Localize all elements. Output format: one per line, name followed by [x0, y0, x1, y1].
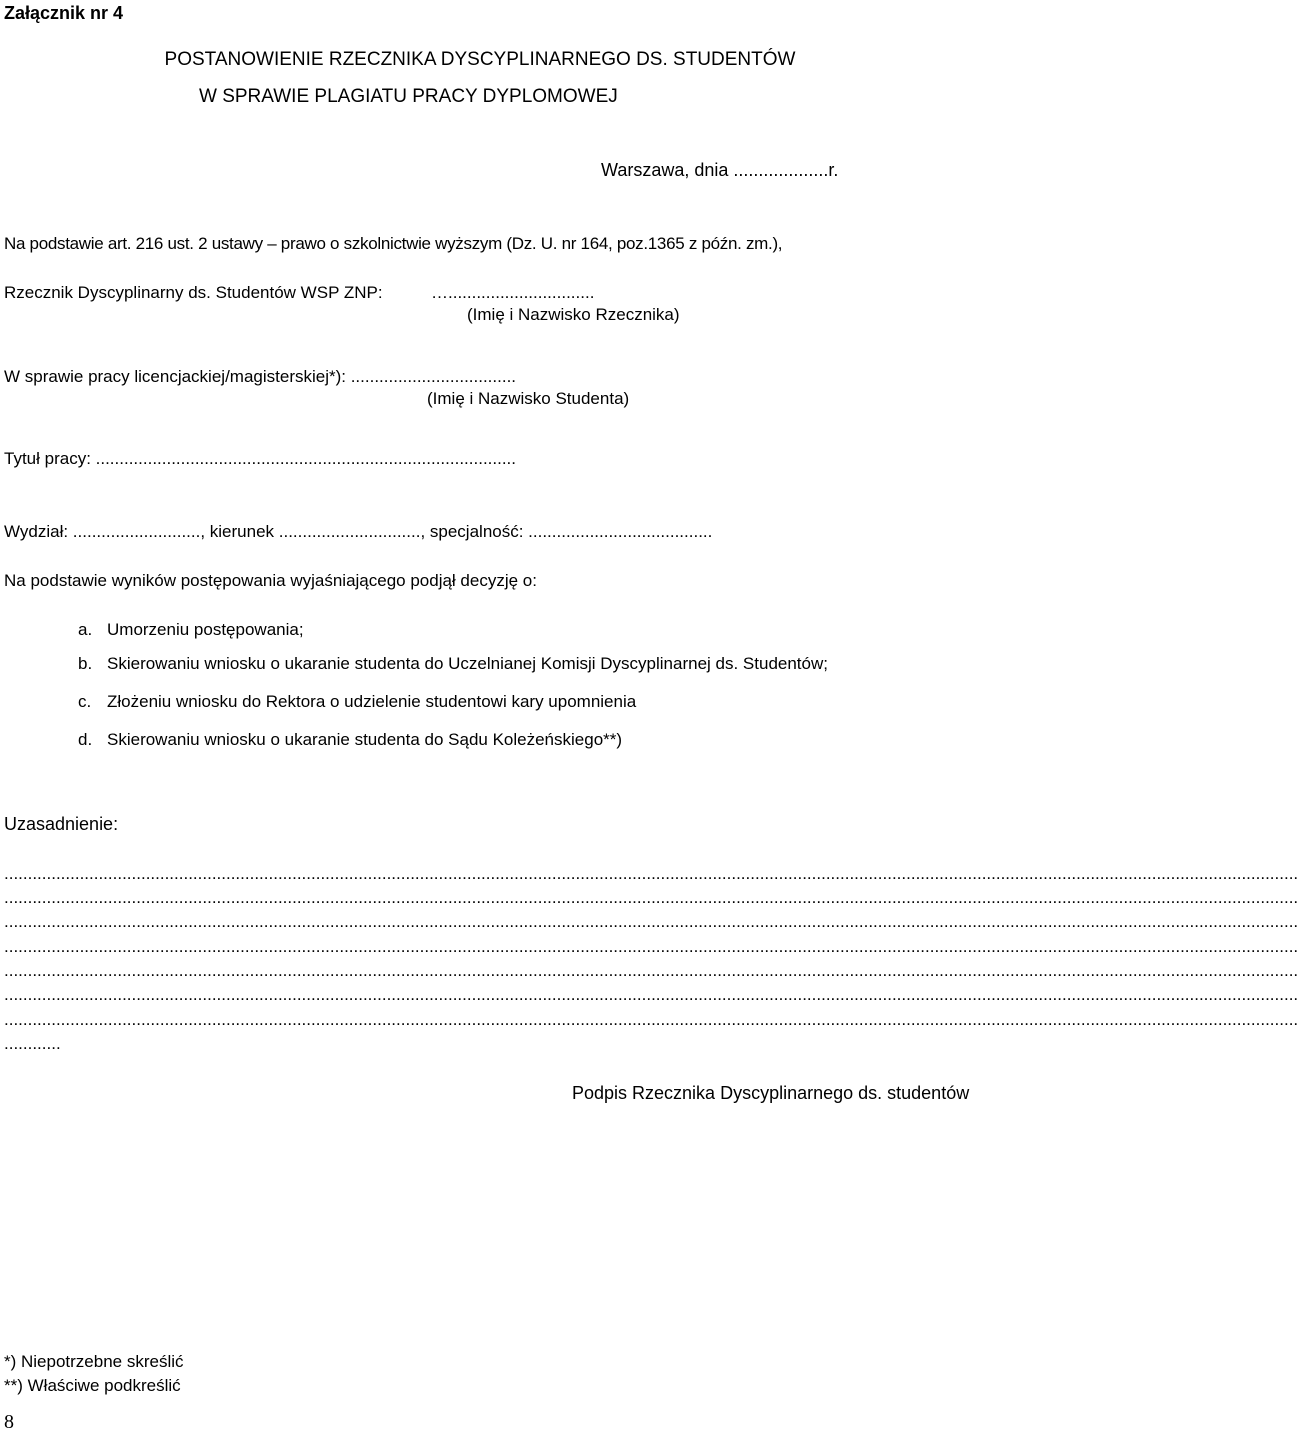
- annex-label: Załącznik nr 4: [4, 3, 124, 23]
- footnote-1: *) Niepotrzebne skreślić: [4, 1352, 184, 1371]
- justification-label: Uzasadnienie:: [4, 814, 119, 834]
- thesis-label: W sprawie pracy licencjackiej/magisterskiej*): ...................................: [4, 367, 517, 386]
- decision-intro: Na podstawie wyników postępowania wyjaśniającego podjął decyzję o:: [4, 571, 537, 590]
- dotted-line: ..................................................................................................................................................................................................................................................................................: [4, 912, 1298, 931]
- dotted-line: ............: [4, 1034, 61, 1053]
- ombudsman-label: Rzecznik Dyscyplinarny ds. Studentów WSP ZNP:: [4, 283, 383, 302]
- option-text: Umorzeniu postępowania;: [107, 620, 304, 639]
- page-number: 8: [4, 1411, 14, 1433]
- ombudsman-name-field: …...............................: [431, 283, 595, 302]
- option-text: Skierowaniu wniosku o ukaranie studenta do Uczelnianej Komisji Dyscyplinarnej ds. Studentów;: [107, 654, 828, 673]
- student-caption: (Imię i Nazwisko Studenta): [427, 389, 630, 408]
- document-title-line1: POSTANOWIENIE RZECZNIKA DYSCYPLINARNEGO DS. STUDENTÓW: [164, 49, 796, 70]
- option-text: Skierowaniu wniosku o ukaranie studenta do Sądu Koleżeńskiego**): [107, 730, 623, 749]
- option-letter: c.: [78, 692, 92, 711]
- dotted-line: ..................................................................................................................................................................................................................................................................................: [4, 985, 1298, 1004]
- place-date: Warszawa, dnia ...................r.: [601, 160, 839, 180]
- option-letter: d.: [78, 730, 93, 749]
- footnote-2: **) Właściwe podkreślić: [4, 1376, 181, 1395]
- work-title-field: Tytuł pracy: .........................................................................................: [4, 449, 517, 468]
- dotted-line: ..................................................................................................................................................................................................................................................................................: [4, 961, 1298, 980]
- faculty-line: Wydział: ..........................., kierunek .............................., specjalność: .......................................: [4, 522, 713, 541]
- ombudsman-caption: (Imię i Nazwisko Rzecznika): [467, 305, 680, 324]
- legal-basis: Na podstawie art. 216 ust. 2 ustawy – prawo o szkolnictwie wyższym (Dz. U. nr 164, poz.1365 z późn. zm.),: [4, 234, 783, 253]
- dotted-line: ..................................................................................................................................................................................................................................................................................: [4, 888, 1298, 907]
- option-letter: a.: [78, 620, 93, 639]
- option-text: Złożeniu wniosku do Rektora o udzielenie studentowi kary upomnienia: [107, 692, 637, 711]
- option-letter: b.: [78, 654, 93, 673]
- dotted-line: ..................................................................................................................................................................................................................................................................................: [4, 1010, 1298, 1029]
- dotted-line: ..................................................................................................................................................................................................................................................................................: [4, 864, 1298, 883]
- dotted-line: ..................................................................................................................................................................................................................................................................................: [4, 937, 1298, 956]
- document-title-line2: W SPRAWIE PLAGIATU PRACY DYPLOMOWEJ: [199, 86, 618, 107]
- signature-label: Podpis Rzecznika Dyscyplinarnego ds. studentów: [572, 1083, 970, 1103]
